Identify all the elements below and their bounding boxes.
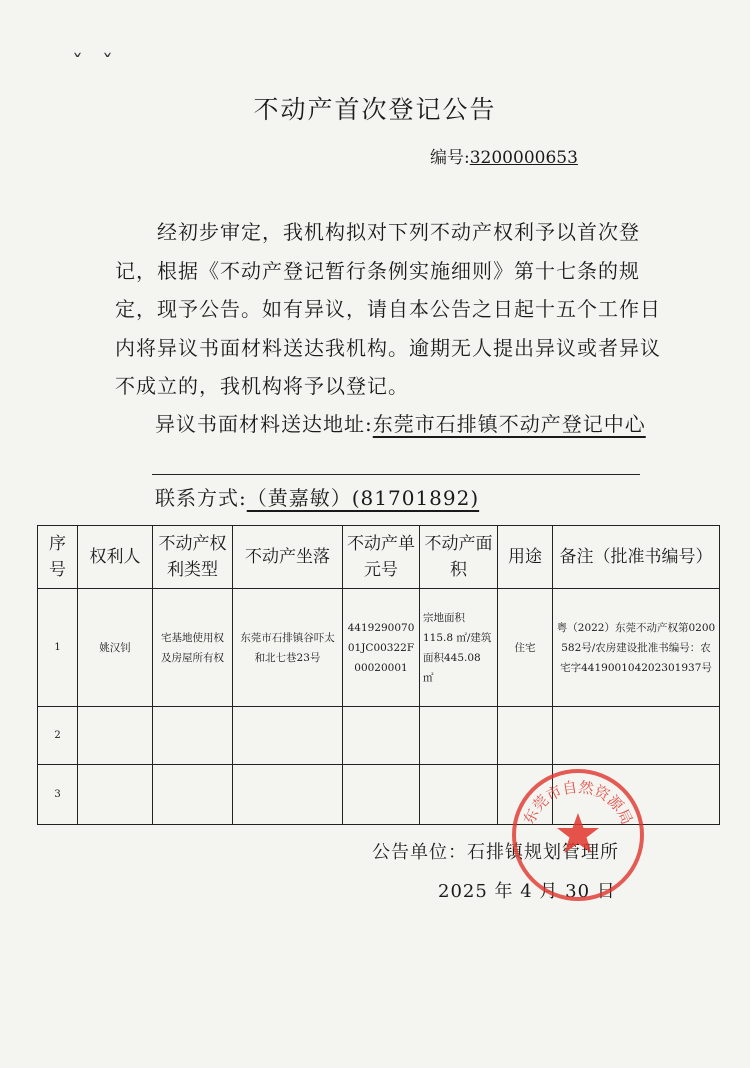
cell-unit-number (343, 707, 420, 765)
objection-address (155, 408, 646, 437)
cell-location (233, 765, 343, 825)
cell-right-type (153, 707, 233, 765)
header-seq: 序号 (38, 526, 78, 589)
cell-owner: 姚汉钊 (78, 589, 153, 707)
cell-seq: 1 (38, 589, 78, 707)
cell-location (233, 707, 343, 765)
table-row (38, 589, 720, 707)
address-value: 东莞市石排镇不动产登记中心 (372, 412, 646, 436)
official-seal (508, 765, 648, 905)
cell-seq: 3 (38, 765, 78, 825)
cell-right-type: 宅基地使用权及房屋所有权 (153, 589, 233, 707)
cell-unit-number (343, 765, 420, 825)
header-area: 不动产面积 (420, 526, 498, 589)
table-row (38, 707, 720, 765)
announcement-date: 2025 年 4 月 30 日 (438, 881, 616, 902)
blank-underline (152, 474, 640, 475)
cell-location: 东莞市石排镇谷吓太和北七巷23号 (233, 589, 343, 707)
header-usage: 用途 (498, 526, 553, 589)
corner-marks: ˇ ˇ (72, 52, 119, 77)
document-number-label: 编号: (430, 148, 470, 168)
header-right-type: 不动产权利类型 (153, 526, 233, 589)
seal-text: 东莞市自然资源局 (519, 777, 637, 828)
cell-owner (78, 765, 153, 825)
seal-star-icon (557, 813, 599, 853)
cell-area (420, 707, 498, 765)
document-number (430, 143, 578, 168)
header-remarks: 备注（批准书编号） (553, 526, 720, 589)
cell-owner (78, 707, 153, 765)
document-number-value: 3200000653 (469, 148, 578, 168)
table-header-row (38, 526, 720, 589)
cell-right-type (153, 765, 233, 825)
cell-remarks: 粤（2022）东莞不动产权第0200582号/农房建设批准书编号：农宅字441900104202301937号 (553, 589, 720, 707)
cell-unit-number: 441929007001JC00322F00020001 (343, 589, 420, 707)
announcement-body: 经初步审定，我机构拟对下列不动产权利予以首次登记，根据《不动产登记暂行条例实施细则》第十七条的规定，现予公告。如有异议，请自本公告之日起十五个工作日内将异议书面材料送达我机构。逾期无人提出异议或者异议不成立的，我机构将予以登记。 (115, 220, 661, 398)
page-title: 不动产首次登记公告 (253, 95, 497, 124)
cell-seq: 2 (38, 707, 78, 765)
cell-area (420, 765, 498, 825)
cell-usage (498, 707, 553, 765)
cell-area: 宗地面积115.8 ㎡/建筑面积445.08 ㎡ (420, 589, 498, 707)
announcing-unit: 公告单位：石排镇规划管理所 (372, 842, 619, 863)
cell-remarks (553, 707, 720, 765)
contact-label: 联系方式: (155, 486, 247, 510)
contact-info (155, 482, 479, 511)
cell-usage: 住宅 (498, 589, 553, 707)
address-label: 异议书面材料送达地址: (155, 412, 373, 436)
header-unit-number: 不动产单元号 (343, 526, 420, 589)
contact-value: （黄嘉敏）(81701892) (246, 486, 480, 510)
header-owner: 权利人 (78, 526, 153, 589)
header-location: 不动产坐落 (233, 526, 343, 589)
